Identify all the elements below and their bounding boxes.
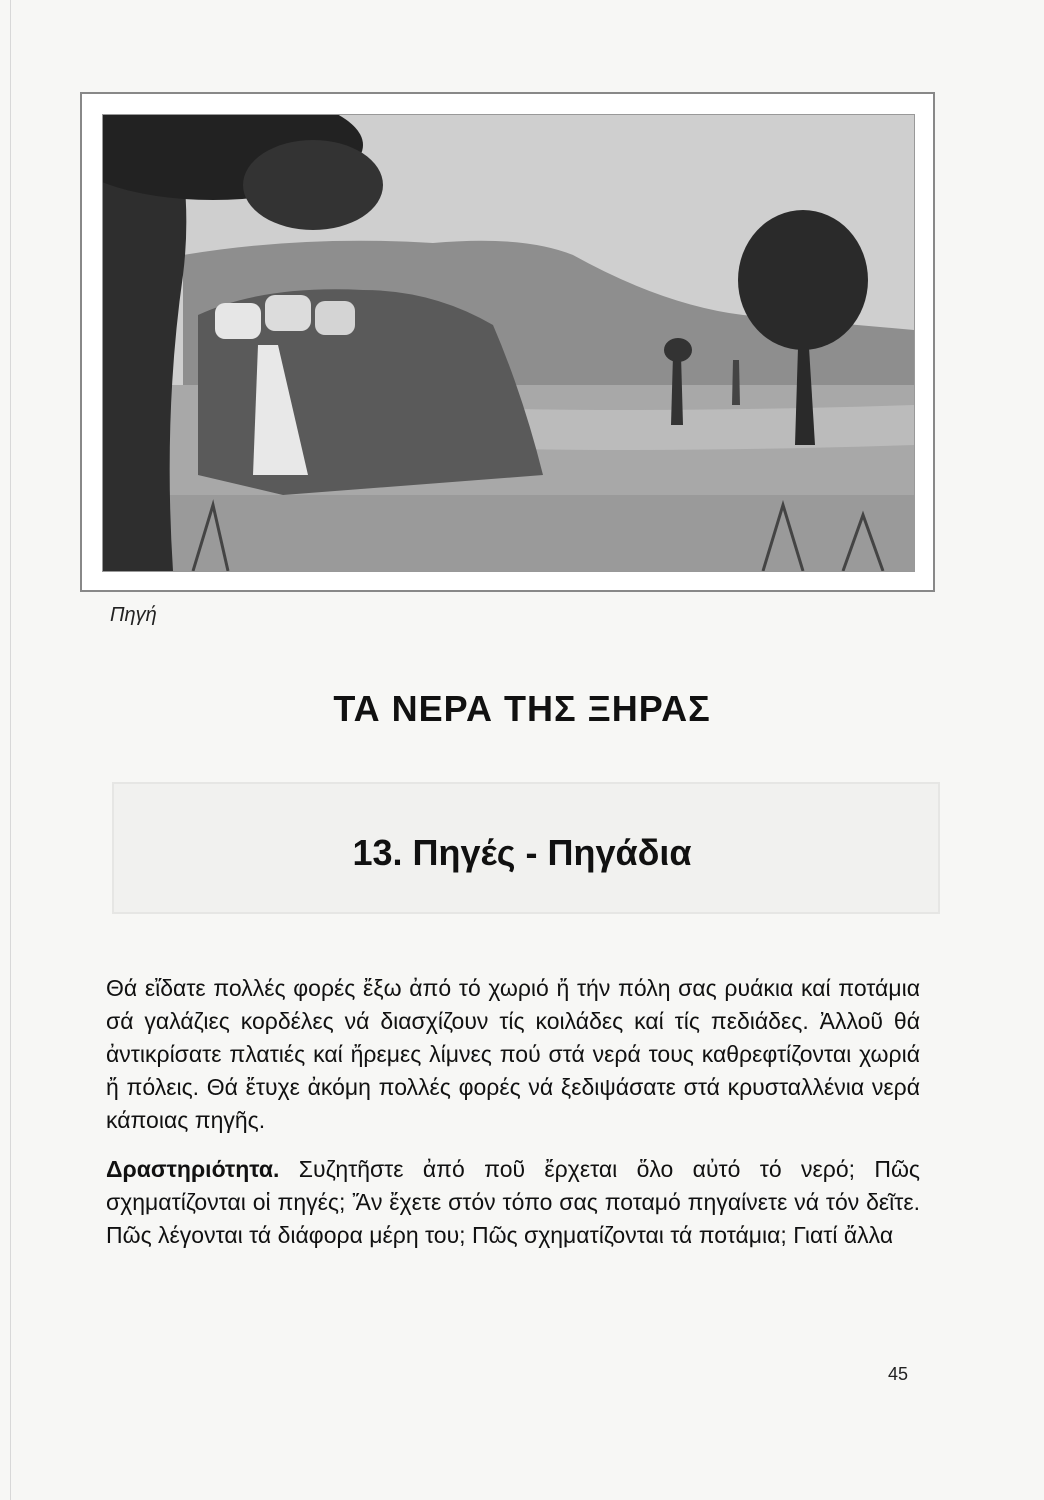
figure-frame (80, 92, 935, 592)
small-tree-1 (671, 355, 683, 425)
paragraph-activity (106, 1153, 920, 1252)
paragraph-intro: Θά εἴδατε πολλές φορές ἔξω ἀπό τό χωριό ἤ τήν πόλη σας ρυάκια καί ποτάμια σά γαλάζιες κορδέλες νά διασχίζουν τίς κοιλάδες καί τίς πεδιάδες. Ἀλλοῦ θά ἀντικρίσατε πλατιές καί ἤρεμες λίμνες πού στά νερά τους καθρεφτίζονται χωριά ἤ πόλεις. Θά ἔτυχε ἀκόμη πολλές φορές νά ξεδιψάσατε στά κρυσταλλένια νερά κάποιας πηγῆς. (106, 975, 920, 1133)
activity-text: Συζητῆστε ἀπό ποῦ ἔρχεται ὅλο αὐτό τό νερό; Πῶς σχηματίζονται οἱ πηγές; Ἄν ἔχετε στόν τόπο σας ποταμό πηγαίνετε νά τόν δεῖτε. Πῶς λέγονται τά διάφορα μέρη του; Πῶς σχηματίζονται τά ποτάμια; Γιατί ἄλλα (106, 1156, 920, 1248)
body-text (106, 972, 920, 1252)
page-number: 45 (888, 1364, 909, 1384)
section-title: ΤΑ ΝΕΡΑ ΤΗΣ ΞΗΡΑΣ (333, 688, 711, 729)
rock-3 (315, 301, 355, 335)
tree-canopy-left-2 (243, 140, 383, 230)
rock-2 (265, 295, 311, 331)
page-edge (10, 0, 11, 1500)
landscape-illustration (102, 114, 915, 572)
small-tree-2 (732, 360, 740, 405)
landscape-drawing (103, 115, 914, 571)
rock-1 (215, 303, 261, 339)
figure-caption: Πηγή (110, 604, 157, 626)
activity-label: Δραστηριότητα. (106, 1156, 280, 1182)
small-tree-1-top (664, 338, 692, 362)
chapter-title: 13. Πηγές - Πηγάδια (352, 832, 692, 873)
